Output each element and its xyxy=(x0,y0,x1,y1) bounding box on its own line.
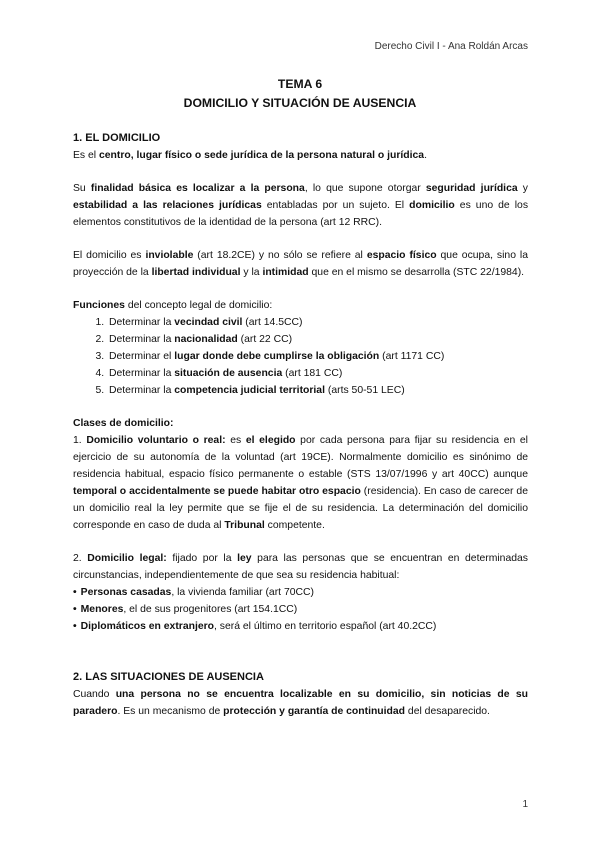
document-body xyxy=(73,130,528,720)
list-item: 2. Determinar la nacionalidad (art 22 CC) xyxy=(107,331,528,348)
purpose-paragraph: Su finalidad básica es localizar a la persona, lo que supone otorgar seguridad jurídica y estabilidad a las relaciones jurídicas entabladas por un sujeto. El domicilio es uno de los elementos constitutivos de la identidad de la persona (art 12 RRC). xyxy=(73,183,529,228)
voluntary-domicile-paragraph: 1. Domicilio voluntario o real: es el elegido por cada persona para fijar su residencia en el ejercicio de su autonomía de la voluntad (art 19CE). Normalmente domicilio es sinónimo de residencia habitual, espacio físico permanente o estable (STS 13/07/1996 y art 40CC) aunque temporal o accidentalmente se puede habitar otro espacio (residencia). En caso de carecer de un domicilio real la ley permite que se fije el de su residencia. La determinación del domicilio corresponde en caso de duda al Tribunal competente. xyxy=(73,435,528,531)
section-heading-ausencia: 2. LAS SITUACIONES DE AUSENCIA xyxy=(73,671,264,683)
legal-domicile-list xyxy=(73,584,528,635)
running-header: Derecho Civil I - Ana Roldán Arcas xyxy=(374,41,528,52)
list-item: 1. Determinar la vecindad civil (art 14.5CC) xyxy=(107,314,528,331)
list-item: 5. Determinar la competencia judicial territorial (arts 50-51 LEC) xyxy=(107,382,528,399)
document-subtitle: DOMICILIO Y SITUACIÓN DE AUSENCIA xyxy=(183,96,417,110)
legal-domicile-paragraph: 2. Domicilio legal: fijado por la ley para las personas que se encuentran en determinadas circunstancias, independientemente de que sea su residencia habitual: xyxy=(73,553,528,581)
functions-list xyxy=(73,314,528,399)
classes-heading: Clases de domicilio: xyxy=(73,418,174,429)
list-item: • Menores, el de sus progenitores (art 154.1CC) xyxy=(73,601,528,618)
absence-paragraph: Cuando una persona no se encuentra localizable en su domicilio, sin noticias de su paradero. Es un mecanismo de protección y garantía de continuidad del desaparecido. xyxy=(73,689,528,717)
list-item: 3. Determinar el lugar donde debe cumplirse la obligación (art 1171 CC) xyxy=(107,348,528,365)
definition-paragraph: Es el centro, lugar físico o sede jurídica de la persona natural o jurídica. xyxy=(73,150,427,161)
functions-heading: Funciones del concepto legal de domicilio: xyxy=(73,300,273,311)
document-title: TEMA 6 xyxy=(277,77,323,91)
list-item: • Personas casadas, la vivienda familiar (art 70CC) xyxy=(73,584,528,601)
list-item: • Diplomáticos en extranjero, será el último en territorio español (art 40.2CC) xyxy=(73,618,528,635)
section-heading-domicilio: 1. EL DOMICILIO xyxy=(73,132,161,144)
page-number: 1 xyxy=(522,799,528,810)
inviolability-paragraph: El domicilio es inviolable (art 18.2CE) y no sólo se refiere al espacio físico que ocupa, sino la proyección de la libertad individual y la intimidad que en el mismo se desarrolla (STC 22/1984). xyxy=(73,250,529,278)
list-item: 4. Determinar la situación de ausencia (art 181 CC) xyxy=(107,365,528,382)
